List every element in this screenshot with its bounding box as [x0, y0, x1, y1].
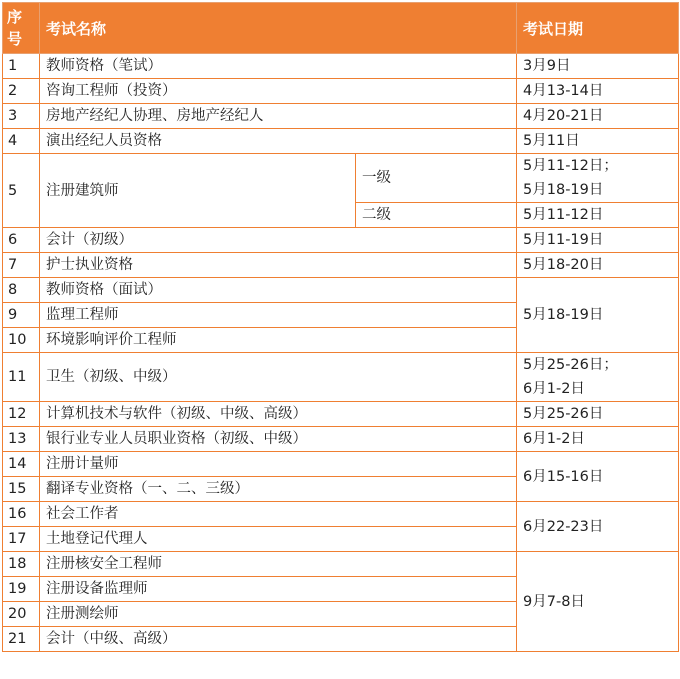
row-seq: 15	[3, 477, 40, 502]
row-name: 银行业专业人员职业资格（初级、中级）	[40, 427, 517, 452]
row-name: 房地产经纪人协理、房地产经纪人	[40, 104, 517, 129]
row-seq: 4	[3, 129, 40, 154]
row-seq: 10	[3, 328, 40, 353]
row-date	[517, 154, 679, 203]
header-name: 考试名称	[40, 3, 517, 54]
row-date: 5月11-19日	[517, 228, 679, 253]
row-seq: 8	[3, 278, 40, 303]
group-date: 6月15-16日	[517, 452, 679, 502]
table-row	[3, 402, 679, 427]
row-name: 注册测绘师	[40, 602, 517, 627]
table-row	[3, 129, 679, 154]
table-row	[3, 278, 679, 303]
header-seq: 序号	[3, 3, 40, 54]
date-line: 6月1-2日	[523, 381, 585, 397]
row-name: 翻译专业资格（一、二、三级）	[40, 477, 517, 502]
exam-schedule-table	[2, 2, 679, 652]
row-name: 注册建筑师	[40, 154, 356, 228]
row-name: 计算机技术与软件（初级、中级、高级）	[40, 402, 517, 427]
row-level: 二级	[356, 203, 517, 228]
date-line: 5月25-26日；	[523, 357, 618, 373]
row-date: 3月9日	[517, 54, 679, 79]
row-seq: 6	[3, 228, 40, 253]
row-seq: 16	[3, 502, 40, 527]
row-seq: 9	[3, 303, 40, 328]
date-line: 5月18-19日	[523, 182, 604, 198]
row-seq: 13	[3, 427, 40, 452]
row-date: 6月1-2日	[517, 427, 679, 452]
row-name: 注册计量师	[40, 452, 517, 477]
table-row	[3, 253, 679, 278]
date-line: 5月11-12日；	[523, 158, 618, 174]
row-name: 护士执业资格	[40, 253, 517, 278]
row-date: 4月20-21日	[517, 104, 679, 129]
row-seq: 1	[3, 54, 40, 79]
table-row	[3, 552, 679, 577]
row-seq: 2	[3, 79, 40, 104]
group-date: 9月7-8日	[517, 552, 679, 652]
table-row	[3, 104, 679, 129]
row-name: 咨询工程师（投资）	[40, 79, 517, 104]
row-seq: 18	[3, 552, 40, 577]
table-row	[3, 353, 679, 402]
table-row	[3, 427, 679, 452]
group-date: 5月18-19日	[517, 278, 679, 353]
row-name: 监理工程师	[40, 303, 517, 328]
row-name: 教师资格（笔试）	[40, 54, 517, 79]
table-row	[3, 79, 679, 104]
row-seq: 14	[3, 452, 40, 477]
row-date: 5月11日	[517, 129, 679, 154]
row-name: 环境影响评价工程师	[40, 328, 517, 353]
table-row	[3, 502, 679, 527]
row-name: 社会工作者	[40, 502, 517, 527]
row-name: 注册设备监理师	[40, 577, 517, 602]
header-row	[3, 3, 679, 54]
row-name: 教师资格（面试）	[40, 278, 517, 303]
row-date: 5月18-20日	[517, 253, 679, 278]
row-seq: 12	[3, 402, 40, 427]
row-seq: 19	[3, 577, 40, 602]
row-name: 会计（初级）	[40, 228, 517, 253]
row-date: 5月11-12日	[517, 203, 679, 228]
row-name: 卫生（初级、中级）	[40, 353, 517, 402]
row-name: 土地登记代理人	[40, 527, 517, 552]
row-seq: 17	[3, 527, 40, 552]
row-date: 5月25-26日	[517, 402, 679, 427]
header-date: 考试日期	[517, 3, 679, 54]
table-row	[3, 54, 679, 79]
row-date	[517, 353, 679, 402]
row-name: 注册核安全工程师	[40, 552, 517, 577]
row-level: 一级	[356, 154, 517, 203]
group-date: 6月22-23日	[517, 502, 679, 552]
row-name: 会计（中级、高级）	[40, 627, 517, 652]
row-seq: 7	[3, 253, 40, 278]
table-row	[3, 154, 679, 203]
row-seq: 20	[3, 602, 40, 627]
row-seq: 11	[3, 353, 40, 402]
row-seq: 3	[3, 104, 40, 129]
table-row	[3, 228, 679, 253]
row-seq: 21	[3, 627, 40, 652]
row-name: 演出经纪人员资格	[40, 129, 517, 154]
row-date: 4月13-14日	[517, 79, 679, 104]
row-seq: 5	[3, 154, 40, 228]
table-row	[3, 452, 679, 477]
